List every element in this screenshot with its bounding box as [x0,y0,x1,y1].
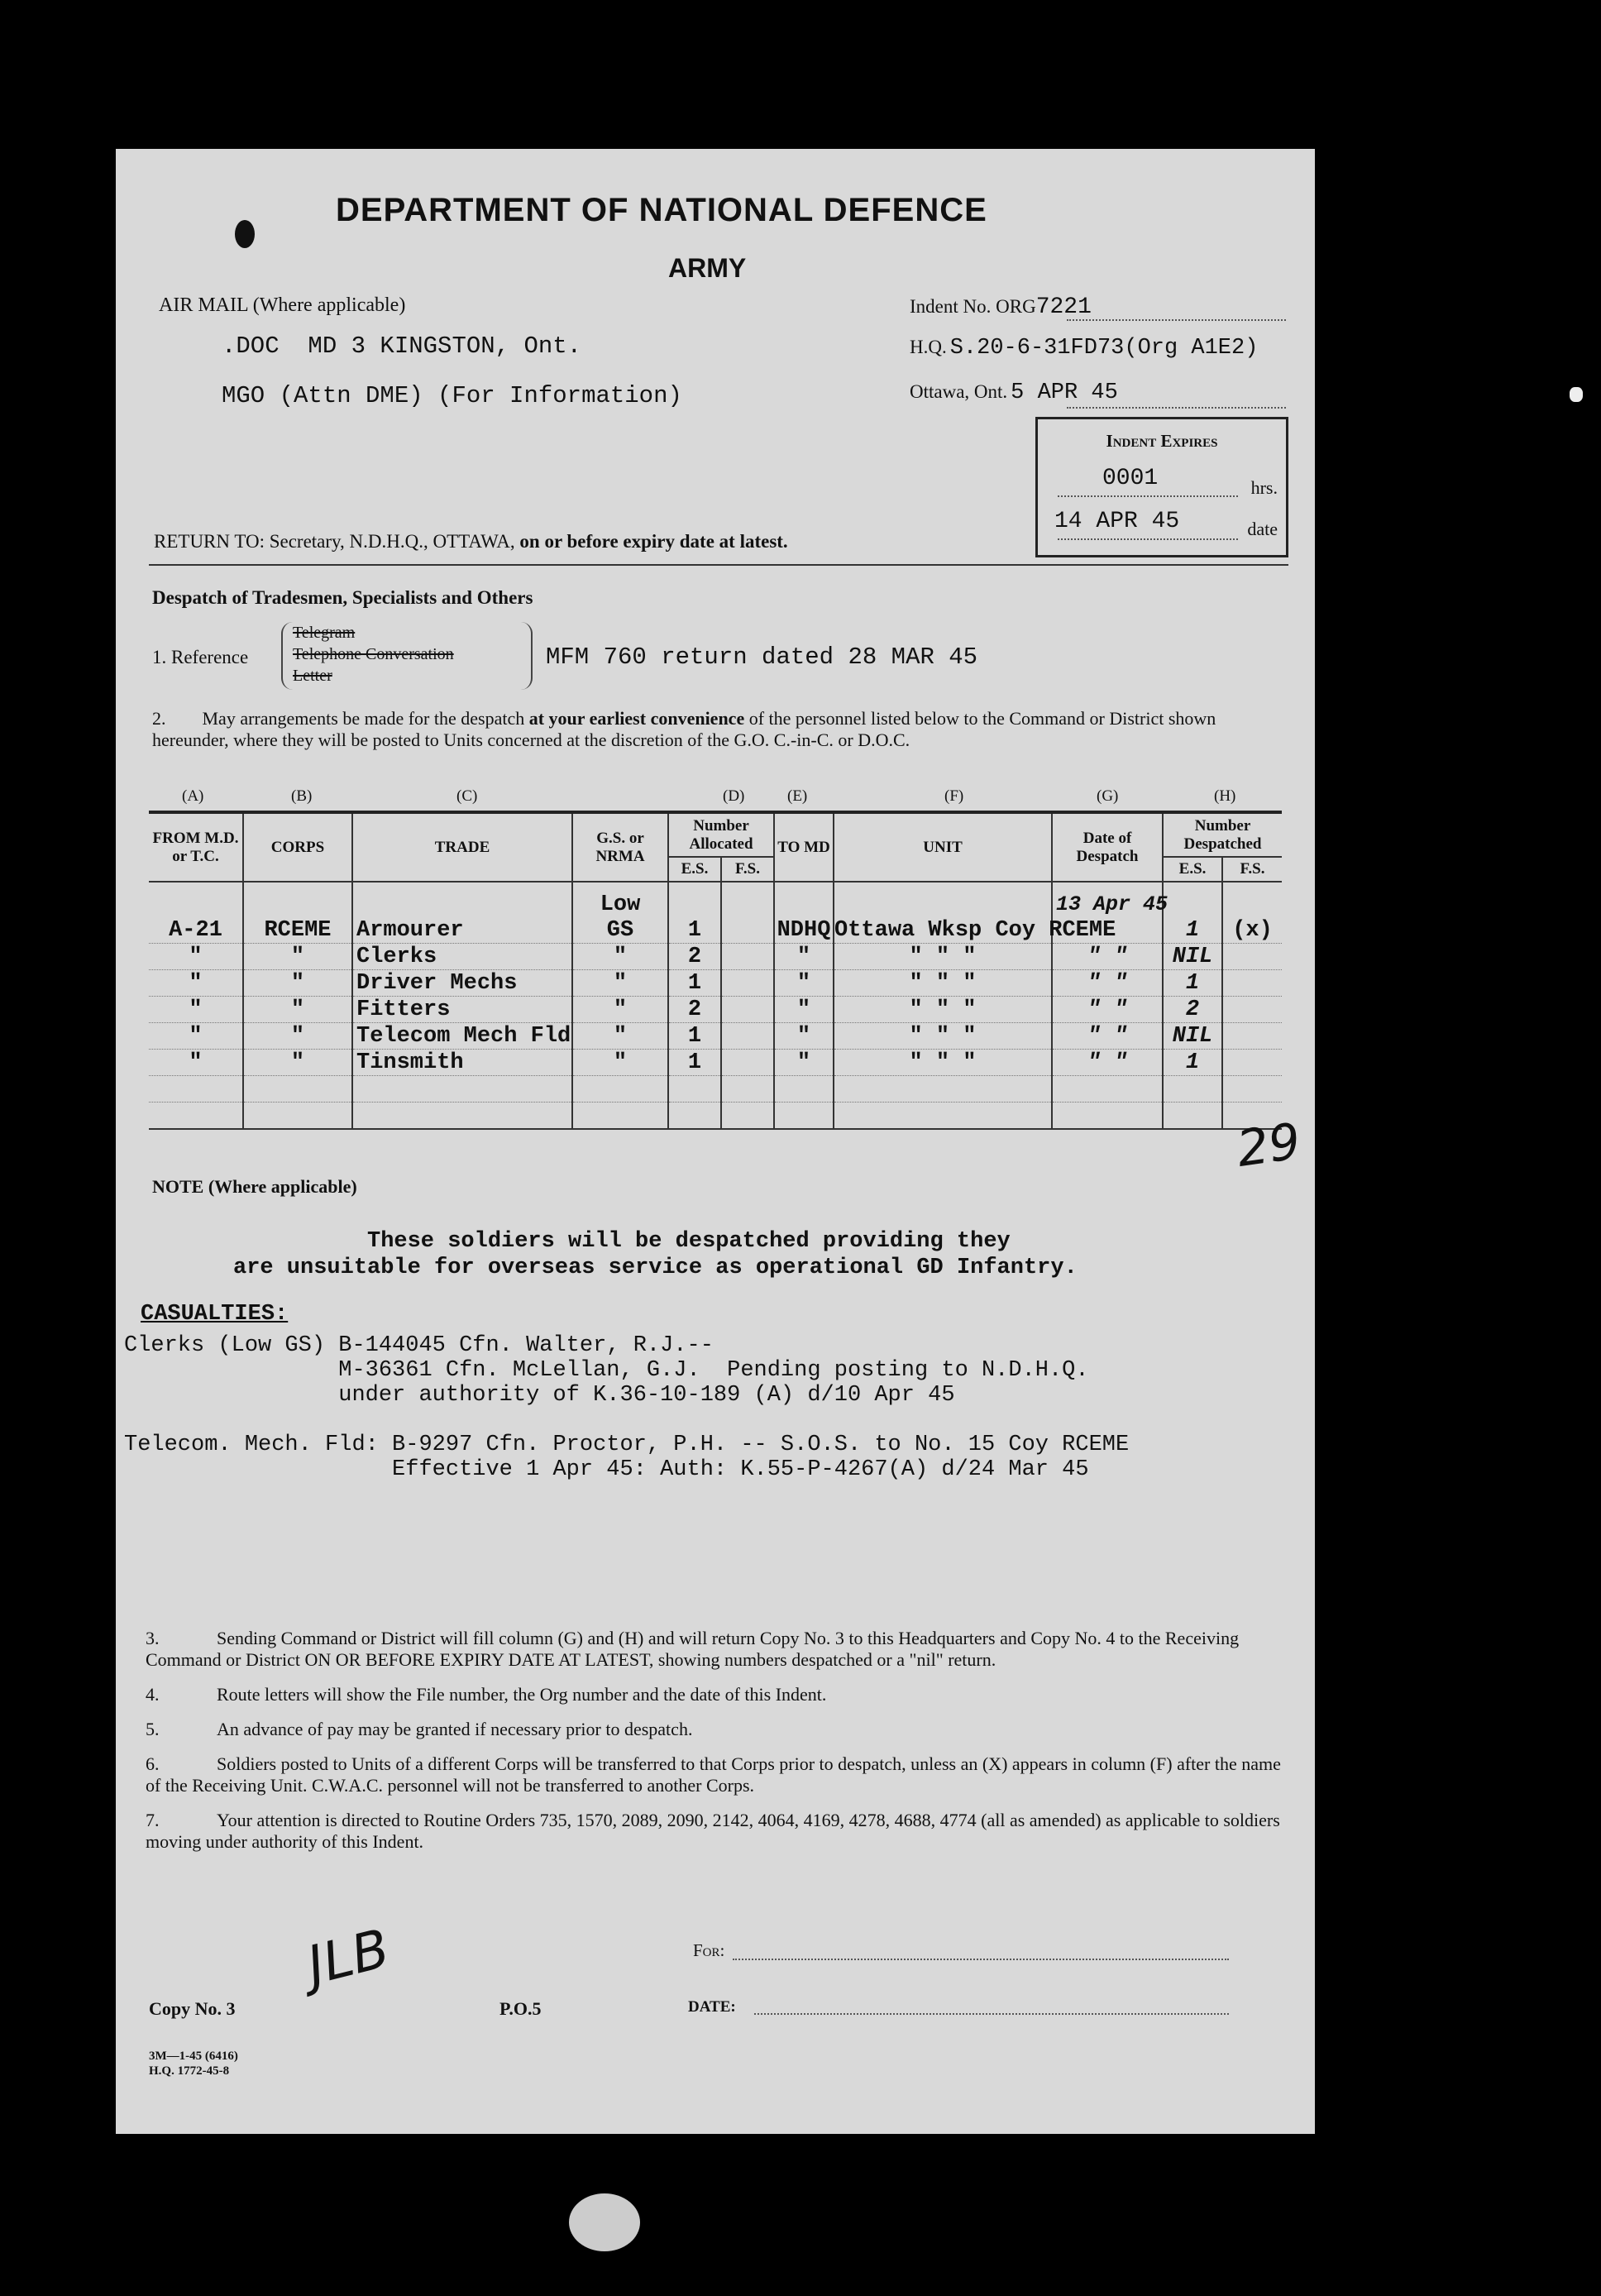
row-unit: " " " [834,1050,1052,1076]
table-row [149,1023,1282,1050]
col-letter-e: (E) [787,787,808,805]
despatch-heading: Despatch of Tradesmen, Specialists and Others [152,587,533,608]
indent-number-label: Indent No. ORG [910,296,1036,317]
header-date: Date of Despatch [1052,812,1163,882]
date-label: DATE: [688,1998,736,2016]
row-trade: Fitters [352,997,572,1023]
row-unit: " " " [834,970,1052,997]
casualty-line: M-36361 Cfn. McLellan, G.J. Pending posting to N.D.H.Q. [124,1358,1089,1383]
table-row [149,944,1282,970]
copy-number: Copy No. 3 [149,1998,236,2019]
row-trade: Telecom Mech Fld [352,1023,572,1050]
note-label: NOTE (Where applicable) [152,1176,357,1197]
row-corps: " [243,970,352,997]
row-gs: " [572,997,668,1023]
header-trade: TRADE [352,812,572,882]
row-desp-fs: (x) [1222,917,1282,944]
row-date: " " [1052,997,1163,1023]
row-from: " [149,997,243,1023]
row-0-date: 13 Apr 45 [1052,892,1163,917]
para2-bold: at your earliest convenience [528,708,745,729]
table-row [149,1050,1282,1076]
row-desp-fs [1222,1023,1282,1050]
row-gs: " [572,1050,668,1076]
row-desp-es: 1 [1163,970,1222,997]
row-corps: " [243,1050,352,1076]
row-desp-es: 1 [1163,1050,1222,1076]
low-gs-top: Low [572,892,668,917]
col-letter-a: (A) [182,787,204,805]
header-allocated: Number Allocated [668,812,774,857]
instruction-number: 7. [146,1810,160,1830]
divider [149,564,1288,566]
row-from: " [149,1023,243,1050]
instruction-paragraph [146,1810,1288,1853]
department-title: DEPARTMENT OF NATIONAL DEFENCE [336,192,987,228]
po-code: P.O.5 [499,1998,542,2019]
table-row [149,997,1282,1023]
reference-label: 1. Reference [152,647,249,667]
row-unit: Ottawa Wksp Coy RCEME [834,917,1116,943]
instruction-text: Soldiers posted to Units of a different Corps will be transferred to that Corps prior to despatch, unless an (X) appears in column (F) after the name of the Receiving Unit. C.W.A.C. personnel will not be transferred to another Corps. [146,1753,1281,1796]
row-to-md: " [774,997,834,1023]
header-from: FROM M.D. or T.C. [149,812,243,882]
expires-date-value: 14 APR 45 [1054,509,1180,534]
col-letter-d: (D) [723,787,745,805]
row-alloc-es: 1 [668,970,721,997]
hq-label: H.Q. [910,337,947,357]
instructions-list [146,1628,1288,1866]
header-desp-es: E.S. [1163,857,1222,882]
air-mail-label: AIR MAIL (Where applicable) [159,294,406,316]
indent-number-field [910,294,1286,323]
document-page [116,149,1315,2134]
table-row [149,917,1282,944]
casualty-line: under authority of K.36-10-189 (A) d/10 Apr 45 [124,1383,955,1408]
para2-text-b: of the personnel listed below to the Command or District shown hereunder, where they will be posted to Units concerned at the discretion of the G.O. C.-in-C. or D.O.C. [152,708,1216,750]
note-line-2: are unsuitable for overseas service as operational GD Infantry. [233,1256,1078,1280]
row-date: " " [1052,1050,1163,1076]
row-desp-es: 1 [1163,917,1222,944]
row-alloc-es: 1 [668,1050,721,1076]
col-letter-h: (H) [1214,787,1236,805]
expires-hrs-label: hrs. [1250,477,1278,498]
instruction-paragraph [146,1719,1288,1740]
instruction-number: 5. [146,1719,160,1739]
row-alloc-es: 2 [668,997,721,1023]
row-desp-fs [1222,997,1282,1023]
reference-value: MFM 760 return dated 28 MAR 45 [546,643,978,671]
row-corps: " [243,1023,352,1050]
instruction-paragraph [146,1628,1288,1671]
row-desp-es: 2 [1163,997,1222,1023]
row-unit: " " " [834,997,1052,1023]
paragraph-2 [152,708,1288,751]
row-from: " [149,970,243,997]
indent-expires-box [1035,417,1288,557]
instruction-number: 3. [146,1628,160,1648]
instruction-paragraph [146,1753,1288,1796]
row-trade: Armourer [352,917,572,944]
ink-blot-decoration [235,220,255,248]
row-unit: " " " [834,1023,1052,1050]
casualty-line: Clerks (Low GS) B-144045 Cfn. Walter, R.J.-- [124,1333,714,1358]
return-to-bold: on or before expiry date at latest. [519,531,788,552]
row-alloc-es: 1 [668,917,721,944]
recipient-line-2: MGO (Attn DME) (For Information) [222,382,682,409]
instruction-number: 6. [146,1753,160,1774]
row-alloc-fs [721,944,774,970]
row-date: " " [1052,944,1163,970]
row-to-md: " [774,970,834,997]
instruction-text: Sending Command or District will fill column (G) and (H) and will return Copy No. 3 to this Headquarters and Copy No. 4 to the Receiving Command or District ON OR BEFORE EXPIRY DATE AT LATEST, showing numbers despatched or a "nil" return. [146,1628,1240,1670]
total-mark: 29 [1233,1112,1304,1179]
expires-date-label: date [1247,519,1278,539]
print-code-1: 3M—1-45 (6416) [149,2050,238,2063]
hq-value: S.20-6-31FD73(Org A1E2) [949,336,1259,361]
row-gs: " [572,1023,668,1050]
note-line-1: These soldiers will be despatched providing they [367,1229,1011,1254]
row-corps: " [243,944,352,970]
indent-expires-title: Indent Expires [1106,431,1218,451]
row-desp-fs [1222,970,1282,997]
header-corps: CORPS [243,812,352,882]
instruction-text: Your attention is directed to Routine Orders 735, 1570, 2089, 2090, 2142, 4064, 4169, 4278, 4688, 4774 (all as amended) as applicable to soldiers moving under authority of this Indent. [146,1810,1280,1852]
row-to-md: " [774,1050,834,1076]
return-to-line [154,531,788,552]
edge-speck-decoration [1570,387,1583,402]
row-alloc-es: 1 [668,1023,721,1050]
reference-options [281,622,533,690]
for-label: For: [693,1940,725,1960]
row-alloc-fs [721,997,774,1023]
para2-num: 2. [152,708,166,729]
instruction-text: An advance of pay may be granted if necessary prior to despatch. [217,1719,693,1739]
expires-hrs-value: 0001 [1102,466,1159,491]
header-desp-fs: F.S. [1222,857,1282,882]
row-date: " " [1052,1023,1163,1050]
col-letter-b: (B) [291,787,313,805]
row-desp-es: NIL [1163,944,1222,970]
row-unit: " " " [834,944,1052,970]
ref-option-telegram: Telegram [293,624,356,642]
bottom-blot-decoration [569,2193,640,2251]
casualty-line: Effective 1 Apr 45: Auth: K.55-P-4267(A) d/24 Mar 45 [124,1457,1089,1482]
casualty-line [124,1408,1129,1433]
return-to-prefix: RETURN TO: [154,531,265,552]
instruction-number: 4. [146,1684,160,1705]
row-to-md: " [774,944,834,970]
personnel-table [149,811,1282,1130]
col-letter-g: (G) [1097,787,1119,805]
row-alloc-fs [721,1050,774,1076]
row-from: A-21 [149,917,243,944]
row-corps: " [243,997,352,1023]
row-corps: RCEME [243,917,352,944]
header-to-md: TO MD [774,812,834,882]
row-desp-fs [1222,944,1282,970]
row-gs: " [572,944,668,970]
header-unit: UNIT [834,812,1052,882]
col-letter-f: (F) [944,787,964,805]
hq-field [910,336,1315,366]
header-despatched: Number Despatched [1163,812,1282,857]
return-to-text: Secretary, N.D.H.Q., OTTAWA, [269,531,515,552]
recipient-line-1: .DOC MD 3 KINGSTON, Ont. [222,332,582,360]
row-to-md: " [774,1023,834,1050]
header-alloc-es: E.S. [668,857,721,882]
col-letter-c: (C) [456,787,478,805]
casualties-heading: CASUALTIES: [141,1302,289,1327]
ottawa-date-field [910,380,1286,410]
instruction-paragraph [146,1684,1288,1705]
print-code-2: H.Q. 1772-45-8 [149,2064,230,2078]
row-gs: " [572,970,668,997]
row-from: " [149,944,243,970]
para2-text-a: May arrangements be made for the despatch [202,708,525,729]
ref-option-letter: Letter [293,667,332,685]
ref-option-phone: Telephone Conversation [293,645,454,663]
header-alloc-fs: F.S. [721,857,774,882]
row-gs: GS [572,917,668,944]
row-alloc-es: 2 [668,944,721,970]
table-row [149,970,1282,997]
indent-number-value: 7221 [1035,294,1092,320]
row-trade: Clerks [352,944,572,970]
row-trade: Driver Mechs [352,970,572,997]
header-gs: G.S. or NRMA [572,812,668,882]
row-trade: Tinsmith [352,1050,572,1076]
casualty-line: Telecom. Mech. Fld: B-9297 Cfn. Proctor, P.H. -- S.O.S. to No. 15 Coy RCEME [124,1433,1130,1457]
ottawa-date-value: 5 APR 45 [1011,380,1118,405]
row-to-md: NDHQ [774,917,834,944]
row-from: " [149,1050,243,1076]
row-alloc-fs [721,970,774,997]
casualties-list [124,1333,1129,1482]
ottawa-label: Ottawa, Ont. [910,381,1008,402]
row-desp-fs [1222,1050,1282,1076]
instruction-text: Route letters will show the File number, the Org number and the date of this Indent. [217,1684,827,1705]
branch-title: ARMY [668,253,747,283]
row-desp-es: NIL [1163,1023,1222,1050]
row-alloc-fs [721,1023,774,1050]
row-date: " " [1052,970,1163,997]
row-alloc-fs [721,917,774,944]
initials-signature: JLB [301,1918,395,1997]
